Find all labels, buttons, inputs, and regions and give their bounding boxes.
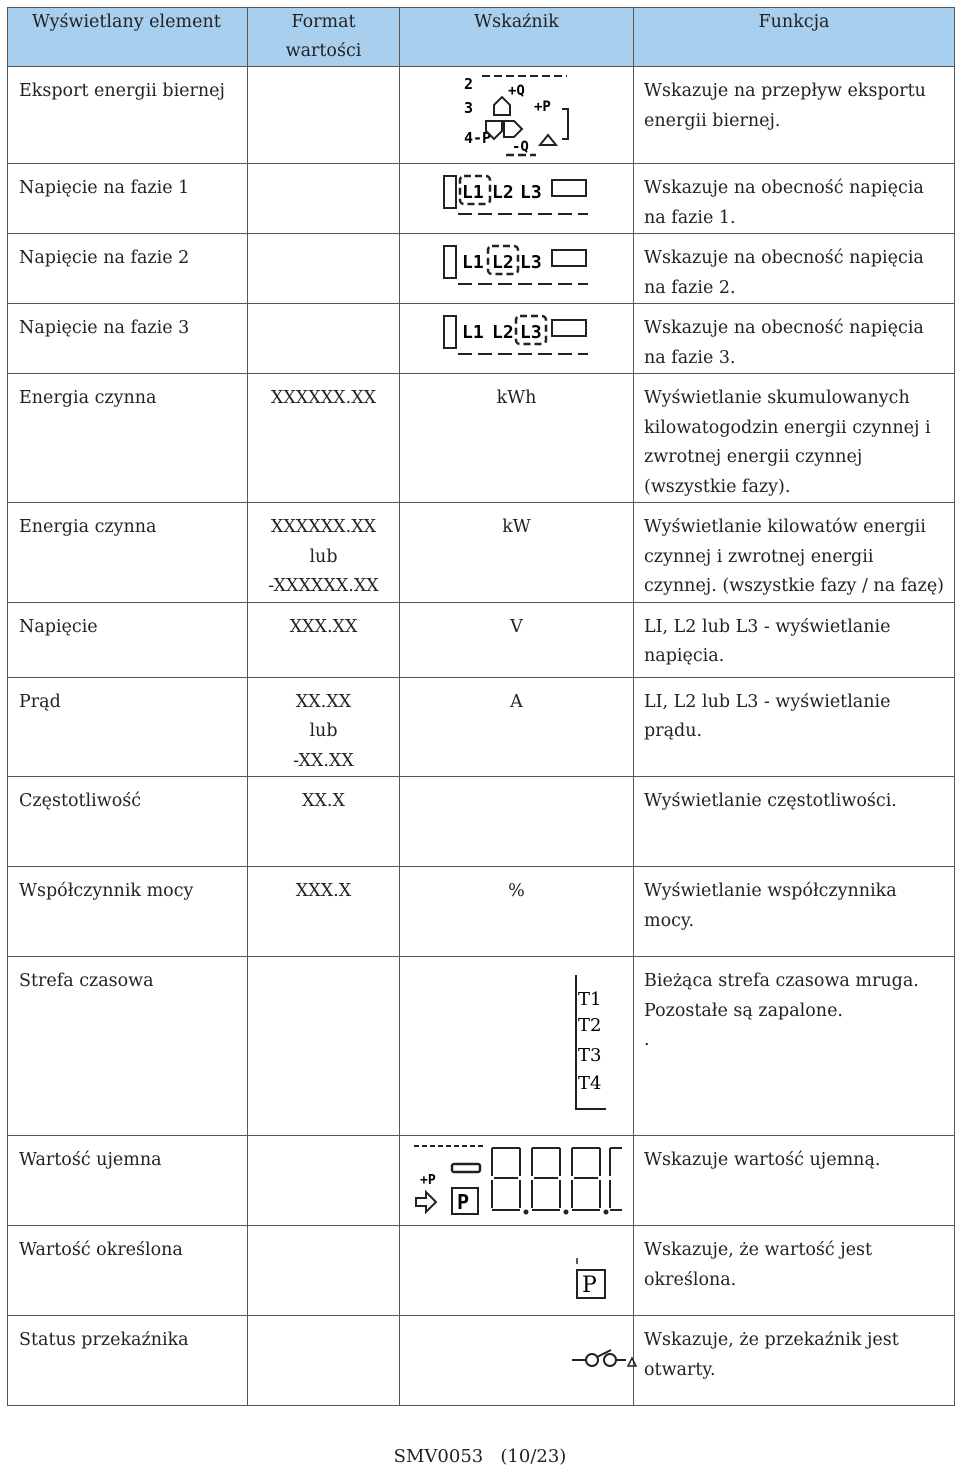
format-cell: XXXXXX.XX	[248, 374, 400, 503]
table-row	[8, 67, 955, 164]
format-cell: XXX.XX	[248, 602, 400, 677]
table-row	[8, 304, 955, 374]
indicator-cell	[400, 164, 634, 234]
indicator-cell	[400, 304, 634, 374]
indicator-cell: kW	[400, 503, 634, 603]
element-cell: Status przekaźnika	[8, 1316, 248, 1406]
svg-text:T4: T4	[578, 1073, 602, 1094]
indicator-cell: A	[400, 677, 634, 777]
format-cell: XX.XX lub -XX.XX	[248, 677, 400, 777]
table-row	[8, 777, 955, 867]
table-row	[8, 234, 955, 304]
table-row	[8, 1226, 955, 1316]
element-cell: Napięcie	[8, 602, 248, 677]
element-cell: Wartość określona	[8, 1226, 248, 1316]
table-row	[8, 503, 955, 603]
function-cell: Wskazuje, że przekaźnik jest otwarty.	[634, 1316, 955, 1406]
format-cell: XX.X	[248, 777, 400, 867]
indicator-cell	[400, 1316, 634, 1406]
element-cell: Prąd	[8, 677, 248, 777]
function-cell: Wskazuje na obecność napięcia na fazie 1.	[634, 164, 955, 234]
function-cell: Wskazuje, że wartość jest określona.	[634, 1226, 955, 1316]
quadrant-arrows-icon	[462, 73, 572, 159]
function-cell: Wyświetlanie skumulowanych kilowatogodzin energii czynnej i zwrotnej energii czynnej (wszystkie fazy).	[634, 374, 955, 503]
indicator-cell: kWh	[400, 374, 634, 503]
svg-text:L2: L2	[491, 252, 514, 273]
svg-text:2: 2	[463, 75, 473, 93]
element-cell: Częstotliwość	[8, 777, 248, 867]
table-row	[8, 867, 955, 957]
format-cell	[248, 234, 400, 304]
phase-l3-indicator-icon	[442, 312, 592, 358]
document-code: SMV0053	[393, 1446, 484, 1467]
function-cell: Wskazuje na obecność napięcia na fazie 2.	[634, 234, 955, 304]
display-elements-table	[7, 7, 955, 1406]
function-cell: Bieżąca strefa czasowa mruga. Pozostałe są zapalone. .	[634, 957, 955, 1136]
header-function: Funkcja	[634, 8, 955, 67]
function-cell: Wyświetlanie kilowatów energii czynnej i zwrotnej energii czynnej. (wszystkie fazy / na fazę)	[634, 503, 955, 603]
element-cell: Eksport energii biernej	[8, 67, 248, 164]
svg-text:3: 3	[463, 99, 473, 117]
function-cell: Wyświetlanie współczynnika mocy.	[634, 867, 955, 957]
table-row	[8, 677, 955, 777]
element-cell: Napięcie na fazie 1	[8, 164, 248, 234]
svg-text:P: P	[456, 1190, 469, 1214]
svg-text:L1: L1	[461, 182, 484, 203]
svg-text:T2: T2	[578, 1015, 602, 1036]
indicator-cell	[400, 1136, 634, 1226]
table-row	[8, 374, 955, 503]
table-row	[8, 1316, 955, 1406]
indicator-cell	[400, 67, 634, 164]
svg-text:+P: +P	[533, 99, 551, 115]
p-symbol-icon	[575, 1256, 615, 1300]
indicator-cell	[400, 234, 634, 304]
svg-text:L3: L3	[519, 182, 542, 203]
function-cell: Wyświetlanie częstotliwości.	[634, 777, 955, 867]
function-cell: Wskazuje na przepływ eksportu energii biernej.	[634, 67, 955, 164]
format-cell	[248, 1226, 400, 1316]
page-footer	[0, 1446, 960, 1467]
format-cell	[248, 164, 400, 234]
svg-text:P: P	[582, 1273, 597, 1298]
negative-value-segment-icon	[412, 1142, 622, 1222]
indicator-cell: V	[400, 602, 634, 677]
table-row	[8, 164, 955, 234]
tariff-zone-icon	[574, 973, 614, 1113]
svg-text:+P: +P	[419, 1173, 436, 1188]
table-row	[8, 957, 955, 1136]
header-indicator: Wskaźnik	[400, 8, 634, 67]
page-number: (10/23)	[500, 1446, 567, 1467]
function-cell: Wskazuje na obecność napięcia na fazie 3.	[634, 304, 955, 374]
svg-text:+Q: +Q	[507, 83, 525, 99]
svg-text:L1: L1	[461, 322, 484, 343]
indicator-cell: %	[400, 867, 634, 957]
relay-open-icon	[570, 1348, 640, 1370]
indicator-cell	[400, 777, 634, 867]
header-element: Wyświetlany element	[8, 8, 248, 67]
table-row	[8, 1136, 955, 1226]
function-cell: LI, L2 lub L3 - wyświetlanie napięcia.	[634, 602, 955, 677]
element-cell: Napięcie na fazie 2	[8, 234, 248, 304]
format-cell	[248, 1316, 400, 1406]
svg-text:-Q: -Q	[511, 139, 529, 155]
svg-text:L2: L2	[491, 182, 514, 203]
format-cell	[248, 1136, 400, 1226]
indicator-cell	[400, 1226, 634, 1316]
element-cell: Napięcie na fazie 3	[8, 304, 248, 374]
element-cell: Wartość ujemna	[8, 1136, 248, 1226]
svg-text:L3: L3	[519, 252, 542, 273]
format-cell	[248, 67, 400, 164]
format-cell	[248, 957, 400, 1136]
element-cell: Energia czynna	[8, 503, 248, 603]
header-format: Format wartości	[248, 8, 400, 67]
format-cell: XXX.X	[248, 867, 400, 957]
svg-text:L1: L1	[461, 252, 484, 273]
header-row	[8, 8, 955, 67]
table-row	[8, 602, 955, 677]
format-cell: XXXXXX.XX lub -XXXXXX.XX	[248, 503, 400, 603]
element-cell: Strefa czasowa	[8, 957, 248, 1136]
phase-l1-indicator-icon	[442, 172, 592, 218]
element-cell: Energia czynna	[8, 374, 248, 503]
svg-text:T1: T1	[578, 989, 602, 1010]
phase-l2-indicator-icon	[442, 242, 592, 288]
svg-text:4-P: 4-P	[463, 129, 491, 147]
indicator-cell	[400, 957, 634, 1136]
format-cell	[248, 304, 400, 374]
function-cell: LI, L2 lub L3 - wyświetlanie prądu.	[634, 677, 955, 777]
function-cell: Wskazuje wartość ujemną.	[634, 1136, 955, 1226]
svg-text:L2: L2	[491, 322, 514, 343]
svg-text:T3: T3	[578, 1045, 602, 1066]
element-cell: Współczynnik mocy	[8, 867, 248, 957]
svg-text:L3: L3	[519, 322, 542, 343]
